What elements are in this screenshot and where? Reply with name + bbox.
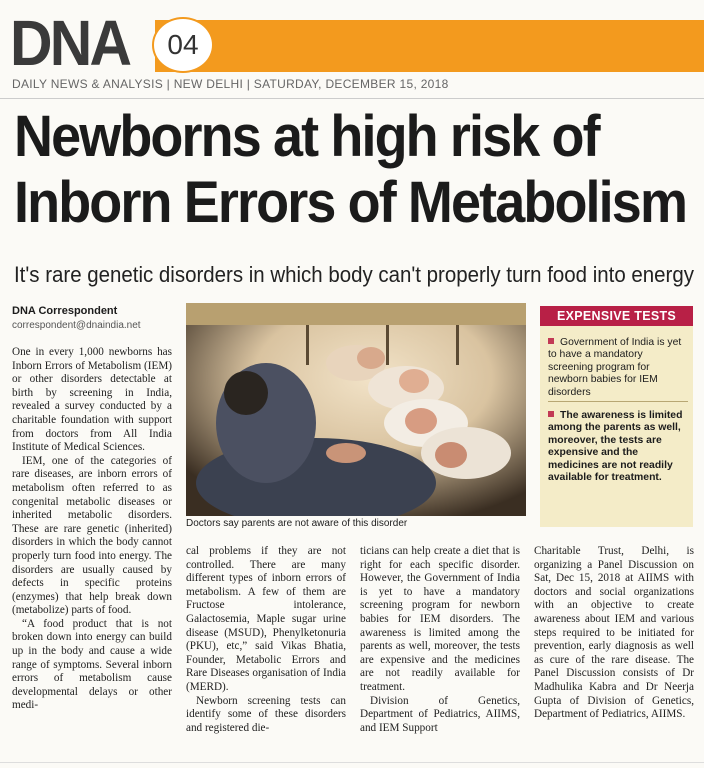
paragraph: ticians can help create a diet that is right for each specific disorder. However, the Government of India is yet to have a mandatory screening program for newborn babies for IEM disorders. The awareness is limited among the parents as well, moreover, the tests are expensive and the medicines are not readily available for treatment. [360,545,520,693]
sidebar-item-text: Government of India is yet to have a mandatory screening program for newborn babies for IEM disorders [548,337,682,398]
subheadline: It's rare genetic disorders in which body can't properly turn food into energy [14,262,694,287]
square-bullet-icon [548,338,554,344]
dna-logo: DNA [10,7,130,79]
paragraph: IEM, one of the categories of rare diseases, are inborn errors of metabolism often referred to as congenital metabolic diseases or inherited metabolic disorders. These are rare genetic (inherited) disorders in which the body cannot properly turn food into energy. The disorders are usually caused by defects in specific proteins (enzymes) that help break down (metabolize) parts of food. [12,454,172,617]
article-column-4 [534,545,694,722]
newborns-photo [186,303,526,516]
sidebar-item [548,337,688,399]
masthead-divider [0,98,704,99]
headline-line-1: Newborns at high risk of [14,104,599,169]
article-column-2 [186,545,346,735]
paragraph: Charitable Trust, Delhi, is organizing a Panel Discussion on Sat, Dec 15, 2018 at AIIMS with doctors and social organizations with an objective to create awareness about IEM and various steps required to be initiated for prevention, early diagnosis as well as cure of the rare disease. The Panel Discussion consists of Dr Madhulika Kabra and Dr Neerja Gupta of Division of Genetics, Department of Pediatrics, AIIMS. [534,545,694,721]
byline-name: DNA Correspondent [12,305,118,317]
headline [14,104,687,236]
expensive-tests-sidebar [540,306,693,527]
photo-caption: Doctors say parents are not aware of this disorder [186,518,408,529]
paragraph: Division of Genetics, Department of Pediatrics, AIIMS, and IEM Support [360,694,520,734]
page-bottom-rule [0,762,704,763]
sidebar-title: EXPENSIVE TESTS [540,306,693,326]
page-number-badge: 04 [152,17,214,73]
square-bullet-icon [548,411,554,417]
sidebar-item [548,410,688,484]
article-column-3 [360,545,520,735]
masthead-orange-bar [155,20,704,72]
paragraph: Newborn screening tests can identify some of these disorders and registered die- [186,694,346,734]
paragraph: One in every 1,000 newborns has Inborn Errors of Metabolism (IEM) or other disorders detectable at birth by screening in India, revealed a survey conducted by a charitable foundation with support from doctors from All India Institute of Medical Sciences. [12,346,172,454]
masthead-dateline: DAILY NEWS & ANALYSIS | NEW DELHI | SATURDAY, DECEMBER 15, 2018 [12,77,449,91]
sidebar-divider [548,401,688,402]
paragraph: “A food product that is not broken down into energy can build up in the body and cause a wide range of symptoms. Several inborn errors of metabolism cause developmental delays or other medi- [12,617,172,712]
sidebar-item-text: The awareness is limited among the parents as well, moreover, the tests are expensive and the medicines are not readily available for treatment. [548,410,683,484]
headline-line-2: Inborn Errors of Metabolism [14,170,687,235]
paragraph: cal problems if they are not controlled. There are many different types of inborn errors of metabolism. A few of them are Fructose intolerance, Galactosemia, Maple sugar urine disease (MSUD), Phenylketonuria (PKU), etc,” said Vikas Bhatia, Founder, Metabolic Errors and Rare Diseases organisation of India (MERD). [186,545,346,693]
byline-email: correspondent@dnaindia.net [12,320,141,331]
newborns-photo-illustration [186,303,526,516]
article-column-1 [12,346,172,713]
